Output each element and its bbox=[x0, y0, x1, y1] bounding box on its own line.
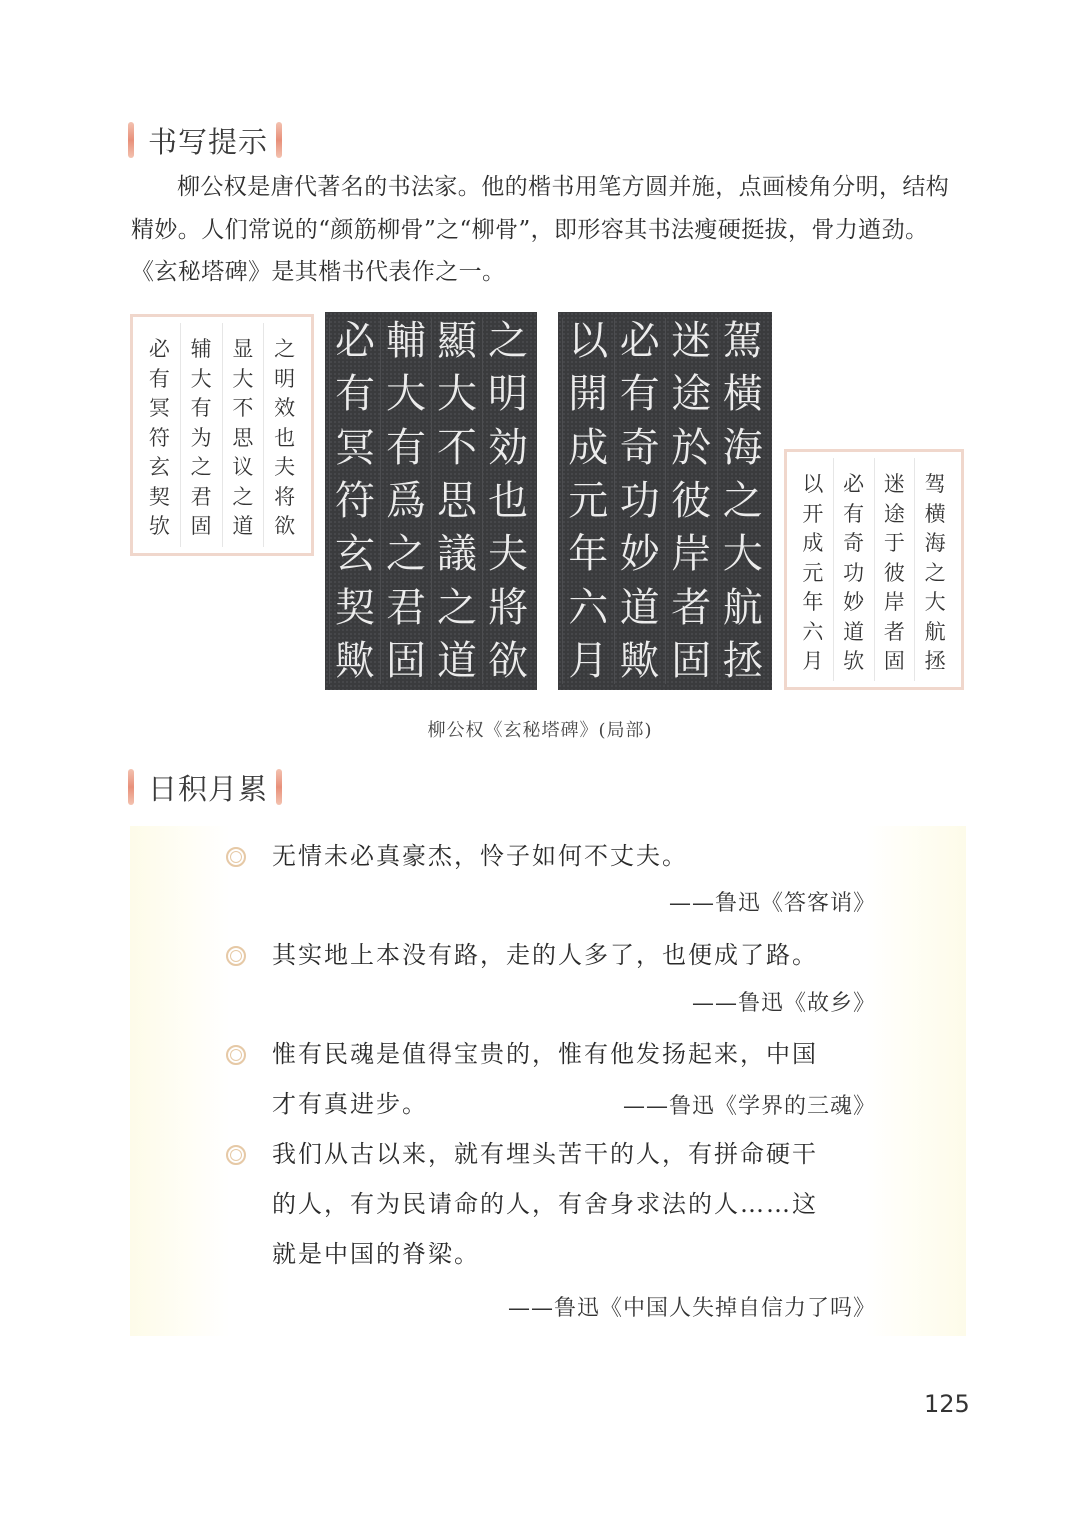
character: 六 bbox=[802, 619, 824, 644]
header-bar-left-icon bbox=[128, 122, 134, 158]
quote-item bbox=[226, 930, 876, 980]
character: 冥 bbox=[148, 396, 170, 420]
character: 也 bbox=[488, 477, 528, 524]
rubbing-column bbox=[431, 318, 482, 684]
character: 君 bbox=[190, 484, 212, 509]
character: 有 bbox=[386, 424, 426, 471]
character: 有 bbox=[843, 501, 865, 526]
character: 欤 bbox=[843, 649, 865, 673]
character: 显 bbox=[232, 337, 254, 361]
page-number: 125 bbox=[924, 1390, 970, 1418]
character: 有 bbox=[619, 371, 660, 418]
character: 必 bbox=[619, 318, 660, 364]
character: 大 bbox=[190, 366, 212, 391]
character: 之 bbox=[190, 455, 212, 479]
character: 明 bbox=[488, 371, 528, 418]
quote-text: 我们从古以来，就有埋头苦干的人，有拼命硬干的人，有为民请命的人，有舍身求法的人……这就是中国的脊梁。 bbox=[272, 1140, 818, 1268]
character: 航 bbox=[924, 619, 946, 644]
left-transcription-box bbox=[130, 314, 314, 556]
character: 玄 bbox=[148, 455, 170, 479]
rubbing-column bbox=[614, 318, 666, 684]
character: 辅 bbox=[190, 337, 212, 361]
character: 效 bbox=[274, 396, 296, 420]
character: 議 bbox=[437, 531, 477, 578]
circle-bullet-icon bbox=[226, 1145, 246, 1165]
character: 迷 bbox=[883, 472, 905, 496]
rubbing-column bbox=[329, 318, 380, 684]
vertical-column bbox=[222, 323, 264, 547]
character: 大 bbox=[437, 371, 477, 418]
character: 之 bbox=[488, 318, 528, 364]
character: 將 bbox=[488, 584, 528, 631]
character: 之 bbox=[924, 560, 946, 585]
character: 固 bbox=[386, 637, 426, 684]
character: 将 bbox=[274, 484, 296, 509]
character: 六 bbox=[568, 584, 609, 631]
character: 歟 bbox=[619, 637, 660, 684]
character: 议 bbox=[232, 455, 254, 479]
circle-bullet-icon bbox=[226, 1045, 246, 1065]
character: 固 bbox=[671, 637, 712, 684]
character: 開 bbox=[568, 371, 609, 418]
character: 横 bbox=[924, 501, 946, 526]
character: 为 bbox=[190, 425, 212, 450]
character: 妙 bbox=[619, 531, 660, 578]
character: 功 bbox=[843, 560, 865, 585]
quote-item bbox=[226, 1129, 842, 1279]
character: 航 bbox=[722, 584, 763, 631]
figure-caption: 柳公权《玄秘塔碑》(局部) bbox=[427, 720, 653, 741]
quote-source: ——鲁迅《中国人失掉自信力了吗》 bbox=[507, 1296, 876, 1321]
character: 奇 bbox=[619, 424, 660, 471]
character: 欲 bbox=[488, 637, 528, 684]
header-bar-left-icon bbox=[128, 769, 134, 805]
character: 奇 bbox=[843, 531, 865, 555]
circle-bullet-icon bbox=[226, 847, 246, 867]
character: 途 bbox=[883, 501, 905, 526]
character: 于 bbox=[883, 531, 905, 555]
character: 欲 bbox=[274, 514, 296, 538]
character: 妙 bbox=[843, 590, 865, 614]
character: 大 bbox=[386, 371, 426, 418]
character: 欤 bbox=[148, 514, 170, 538]
vertical-column bbox=[833, 458, 874, 681]
character: 不 bbox=[437, 424, 477, 471]
character: 道 bbox=[437, 637, 477, 684]
character: 必 bbox=[843, 472, 865, 496]
quote-source: ——鲁迅《学界的三魂》 bbox=[622, 1094, 876, 1119]
rubbing-column bbox=[717, 318, 769, 684]
character: 符 bbox=[148, 425, 170, 450]
section-title: 日积月累 bbox=[148, 771, 269, 806]
character: 大 bbox=[722, 531, 763, 578]
character: 駕 bbox=[722, 318, 763, 364]
section-header-accumulation bbox=[128, 767, 282, 807]
character: 岸 bbox=[883, 590, 905, 614]
character: 不 bbox=[232, 396, 254, 420]
quote-source: ——鲁迅《答客诮》 bbox=[668, 891, 876, 916]
character: 年 bbox=[802, 590, 824, 614]
character: 玄 bbox=[335, 531, 375, 578]
character: 彼 bbox=[671, 477, 712, 524]
vertical-column bbox=[874, 458, 915, 681]
character: 岸 bbox=[671, 531, 712, 578]
rubbing-column bbox=[482, 318, 533, 684]
character: 有 bbox=[190, 396, 212, 420]
character: 歟 bbox=[335, 637, 375, 684]
character: 元 bbox=[802, 560, 824, 585]
character: 元 bbox=[568, 477, 609, 524]
quote-text: 无情未必真豪杰，怜子如何不丈夫。 bbox=[272, 842, 688, 870]
character: 成 bbox=[802, 531, 824, 555]
character: 者 bbox=[883, 619, 905, 644]
character: 大 bbox=[232, 366, 254, 391]
character: 効 bbox=[488, 424, 528, 471]
section-header-writing-tips bbox=[128, 120, 282, 160]
character: 道 bbox=[232, 514, 254, 538]
character: 之 bbox=[437, 584, 477, 631]
vertical-column bbox=[914, 458, 955, 681]
character: 途 bbox=[671, 371, 712, 418]
character: 拯 bbox=[924, 649, 946, 673]
character: 以 bbox=[802, 472, 824, 496]
character: 海 bbox=[722, 424, 763, 471]
character: 之 bbox=[386, 531, 426, 578]
character: 月 bbox=[568, 637, 609, 684]
character: 顯 bbox=[437, 318, 477, 364]
character: 开 bbox=[802, 501, 824, 526]
calligraphy-rubbing-left bbox=[325, 312, 537, 690]
quote-item bbox=[226, 831, 876, 881]
character: 驾 bbox=[924, 472, 946, 496]
character: 者 bbox=[671, 584, 712, 631]
rubbing-column bbox=[665, 318, 717, 684]
character: 也 bbox=[274, 425, 296, 450]
header-bar-right-icon bbox=[276, 122, 282, 158]
rubbing-column bbox=[380, 318, 431, 684]
character: 月 bbox=[802, 649, 824, 673]
character: 大 bbox=[924, 590, 946, 614]
character: 符 bbox=[335, 477, 375, 524]
quote-text: 其实地上本没有路，走的人多了，也便成了路。 bbox=[272, 941, 818, 969]
vertical-column bbox=[139, 323, 180, 547]
vertical-column bbox=[180, 323, 222, 547]
character: 君 bbox=[386, 584, 426, 631]
intro-paragraph: 柳公权是唐代著名的书法家。他的楷书用笔方圆并施，点画棱角分明，结构精妙。人们常说的“颜筋柳骨”之“柳骨”，即形容其书法瘦硬挺拔，骨力遒劲。《玄秘塔碑》是其楷书代表作之一。 bbox=[131, 174, 950, 285]
rubbing-column bbox=[562, 318, 614, 684]
character: 成 bbox=[568, 424, 609, 471]
calligraphy-rubbing-right bbox=[558, 312, 772, 690]
character: 年 bbox=[568, 531, 609, 578]
vertical-column bbox=[793, 458, 833, 681]
character: 之 bbox=[232, 484, 254, 509]
character: 道 bbox=[843, 619, 865, 644]
character: 契 bbox=[148, 484, 170, 509]
character: 思 bbox=[437, 477, 477, 524]
circle-bullet-icon bbox=[226, 946, 246, 966]
quote-text-line2: 才有真进步。 bbox=[272, 1090, 428, 1118]
section-title: 书写提示 bbox=[148, 124, 269, 159]
header-bar-right-icon bbox=[276, 769, 282, 805]
character: 之 bbox=[274, 337, 296, 361]
character: 必 bbox=[335, 318, 375, 364]
character: 思 bbox=[232, 425, 254, 450]
character: 拯 bbox=[722, 637, 763, 684]
character: 於 bbox=[671, 424, 712, 471]
character: 橫 bbox=[722, 371, 763, 418]
character: 夫 bbox=[488, 531, 528, 578]
character: 道 bbox=[619, 584, 660, 631]
character: 冥 bbox=[335, 424, 375, 471]
character: 夫 bbox=[274, 455, 296, 479]
quote-source: ——鲁迅《故乡》 bbox=[691, 991, 876, 1016]
character: 爲 bbox=[386, 477, 426, 524]
character: 明 bbox=[274, 366, 296, 391]
character: 迷 bbox=[671, 318, 712, 364]
character: 之 bbox=[722, 477, 763, 524]
character: 功 bbox=[619, 477, 660, 524]
character: 彼 bbox=[883, 560, 905, 585]
character: 有 bbox=[335, 371, 375, 418]
character: 有 bbox=[148, 366, 170, 391]
vertical-column bbox=[263, 323, 305, 547]
quote-text-line1: 惟有民魂是值得宝贵的，惟有他发扬起来，中国 bbox=[272, 1040, 818, 1068]
character: 輔 bbox=[386, 318, 426, 364]
character: 固 bbox=[190, 514, 212, 538]
character: 契 bbox=[335, 584, 375, 631]
character: 以 bbox=[568, 318, 609, 364]
right-transcription-box bbox=[784, 449, 964, 690]
character: 固 bbox=[883, 649, 905, 673]
character: 海 bbox=[924, 531, 946, 555]
character: 必 bbox=[148, 337, 170, 361]
